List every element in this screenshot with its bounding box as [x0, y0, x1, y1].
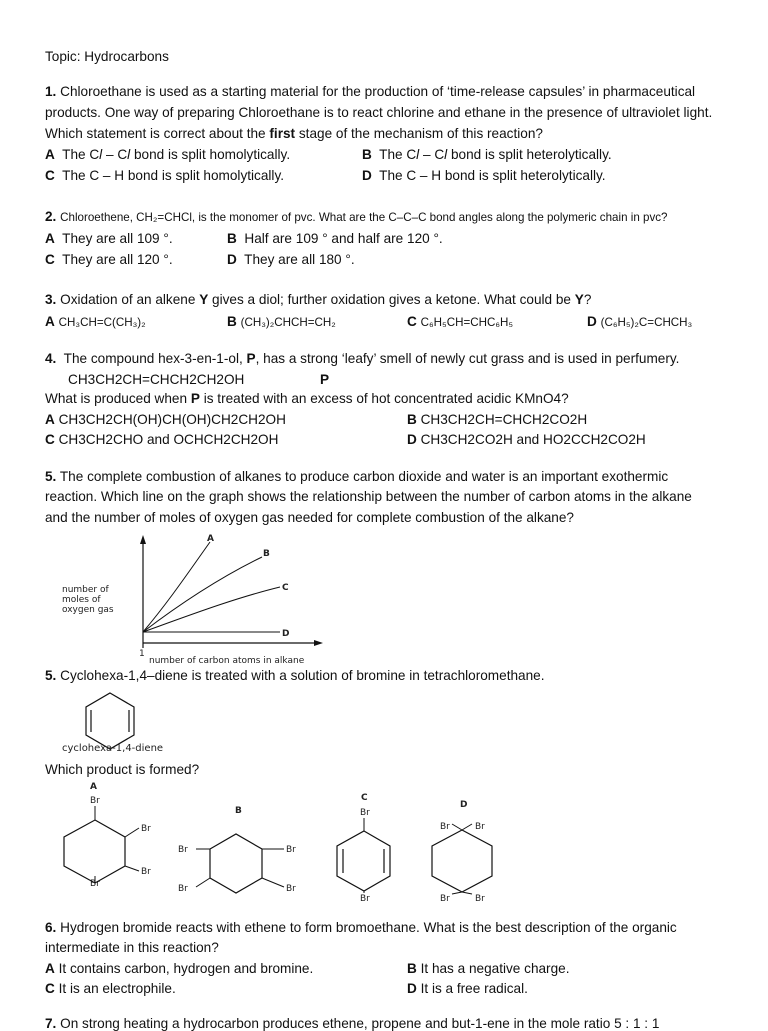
graph-ylabel-line3: oxygen gas: [62, 605, 114, 615]
graph-label-b: B: [263, 549, 270, 559]
graph-label-d: D: [282, 629, 290, 639]
graph-ylabel-line1: number of: [62, 585, 109, 595]
product-c-br-1: Br: [360, 808, 370, 818]
graph-label-c: C: [282, 583, 289, 593]
graph-label-a: A: [207, 534, 214, 544]
q2-option-a: A They are all 109 °.: [45, 231, 173, 246]
q4-formula: CH3CH2CH=CHCH2CH2OH: [68, 372, 245, 387]
product-a-bond-2: [125, 828, 139, 837]
diene-label: cyclohexa-1,4-diene: [62, 743, 164, 754]
product-a-br-1: Br: [90, 796, 100, 806]
q5b-stem: 5. Cyclohexa-1,4–diene is treated with a solution of bromine in tetrachloromethane.: [45, 668, 545, 683]
q1-option-c: C The C – H bond is split homolytically.: [45, 168, 285, 183]
graph-xlabel: number of carbon atoms in alkane: [149, 656, 305, 666]
q2-option-d: D They are all 180 °.: [227, 252, 355, 267]
q1-number: 1.: [45, 84, 57, 99]
q6-line2: intermediate in this reaction?: [45, 940, 219, 955]
product-d-br-4: Br: [475, 894, 485, 904]
product-c-br-2: Br: [360, 894, 370, 904]
product-c-ring: [337, 831, 390, 891]
product-d-bond-3: [452, 892, 462, 894]
product-a-letter: A: [90, 782, 97, 792]
q4-option-d: D CH3CH2CO2H and HO2CCH2CO2H: [407, 432, 646, 447]
product-b-ring: [210, 834, 262, 893]
product-c-letter: C: [361, 793, 368, 803]
q1-option-b: B The Cl – Cl bond is split heterolytically.: [362, 147, 612, 162]
q5a-line2: reaction. Which line on the graph shows the relationship between the number of carbon atoms in the alkane: [45, 489, 692, 504]
q4-option-c: C CH3CH2CHO and OCHCH2CH2OH: [45, 432, 279, 447]
q6-option-c: C It is an electrophile.: [45, 981, 176, 996]
product-d-br-1: Br: [440, 822, 450, 832]
q1-line2: products. One way of preparing Chloroethane is to react chlorine and ethane in the presence of ultraviolet light.: [45, 105, 713, 120]
q3-stem: 3. Oxidation of an alkene Y gives a diol; further oxidation gives a ketone. What could be Y?: [45, 292, 592, 307]
product-d-bond-4: [462, 892, 472, 894]
product-b-br-2: Br: [286, 845, 296, 855]
product-b-bond-4: [262, 878, 284, 887]
product-b-letter: B: [235, 806, 242, 816]
product-b-br-1: Br: [178, 845, 188, 855]
q6-line1: 6. Hydrogen bromide reacts with ethene to form bromoethane. What is the best description of the organic: [45, 920, 677, 935]
q7-line1: 7. On strong heating a hydrocarbon produces ethene, propene and but-1-ene in the mole ratio 5 : 1 : 1: [45, 1016, 660, 1031]
product-a-br-4: Br: [90, 879, 100, 889]
q1-line3: Which statement is correct about the first stage of the mechanism of this reaction?: [45, 126, 543, 141]
product-d-bond-2: [462, 824, 472, 830]
product-a-bond-3: [125, 866, 139, 871]
product-d-br-2: Br: [475, 822, 485, 832]
q1-option-d: D The C – H bond is split heterolytically.: [362, 168, 606, 183]
q6-option-d: D It is a free radical.: [407, 981, 528, 996]
product-d-ring: [432, 830, 492, 892]
graph-x-origin-label: 1: [139, 649, 145, 659]
product-d-bond-1: [452, 824, 462, 830]
q1-option-a: A The Cl – Cl bond is split homolytically.: [45, 147, 291, 162]
product-d-letter: D: [460, 800, 468, 810]
q3-option-b: B (CH₃)₂CHCH=CH₂: [227, 314, 336, 329]
q6-option-b: B It has a negative charge.: [407, 961, 570, 976]
q2-option-b: B Half are 109 ° and half are 120 °.: [227, 231, 443, 246]
graph-ylabel-line2: moles of: [62, 595, 101, 605]
q6-option-a: A It contains carbon, hydrogen and bromine.: [45, 961, 314, 976]
q2-stem: 2. Chloroethene, CH₂=CHCl, is the monomer of pvc. What are the C–C–C bond angles along the polymeric chain in pvc?: [45, 209, 668, 224]
q5b-question: Which product is formed?: [45, 762, 200, 777]
q4-option-a: A CH3CH2CH(OH)CH(OH)CH2CH2OH: [45, 412, 286, 427]
q2-option-c: C They are all 120 °.: [45, 252, 173, 267]
q4-formula-label: P: [320, 372, 330, 387]
q5a-line3: and the number of moles of oxygen gas needed for complete combustion of the alkane?: [45, 510, 574, 525]
q1-line1: 1. Chloroethane is used as a starting material for the production of ‘time-release capsules’ in pharmaceutical: [45, 84, 696, 99]
product-a-br-2: Br: [141, 824, 151, 834]
product-d-br-3: Br: [440, 894, 450, 904]
product-a-ring: [64, 820, 125, 883]
q3-option-a: A CH₃CH=C(CH₃)₂: [45, 314, 146, 329]
product-a-br-3: Br: [141, 867, 151, 877]
topic-heading: Topic: Hydrocarbons: [45, 49, 169, 64]
q3-option-d: D (C₆H₅)₂C=CHCH₃: [587, 314, 693, 329]
q3-option-c: C C₆H₅CH=CHC₆H₅: [407, 314, 514, 329]
q4-stem: 4. The compound hex-3-en-1-ol, P, has a strong ‘leafy’ smell of newly cut grass and is used in perfumery.: [45, 351, 680, 366]
q4-question: What is produced when P is treated with an excess of hot concentrated acidic KMnO4?: [45, 391, 569, 406]
product-b-br-3: Br: [178, 884, 188, 894]
product-b-bond-3: [196, 878, 210, 887]
q5a-line1: 5. The complete combustion of alkanes to produce carbon dioxide and water is an important exothermic: [45, 469, 669, 484]
q4-option-b: B CH3CH2CH=CHCH2CO2H: [407, 412, 588, 427]
product-b-br-4: Br: [286, 884, 296, 894]
